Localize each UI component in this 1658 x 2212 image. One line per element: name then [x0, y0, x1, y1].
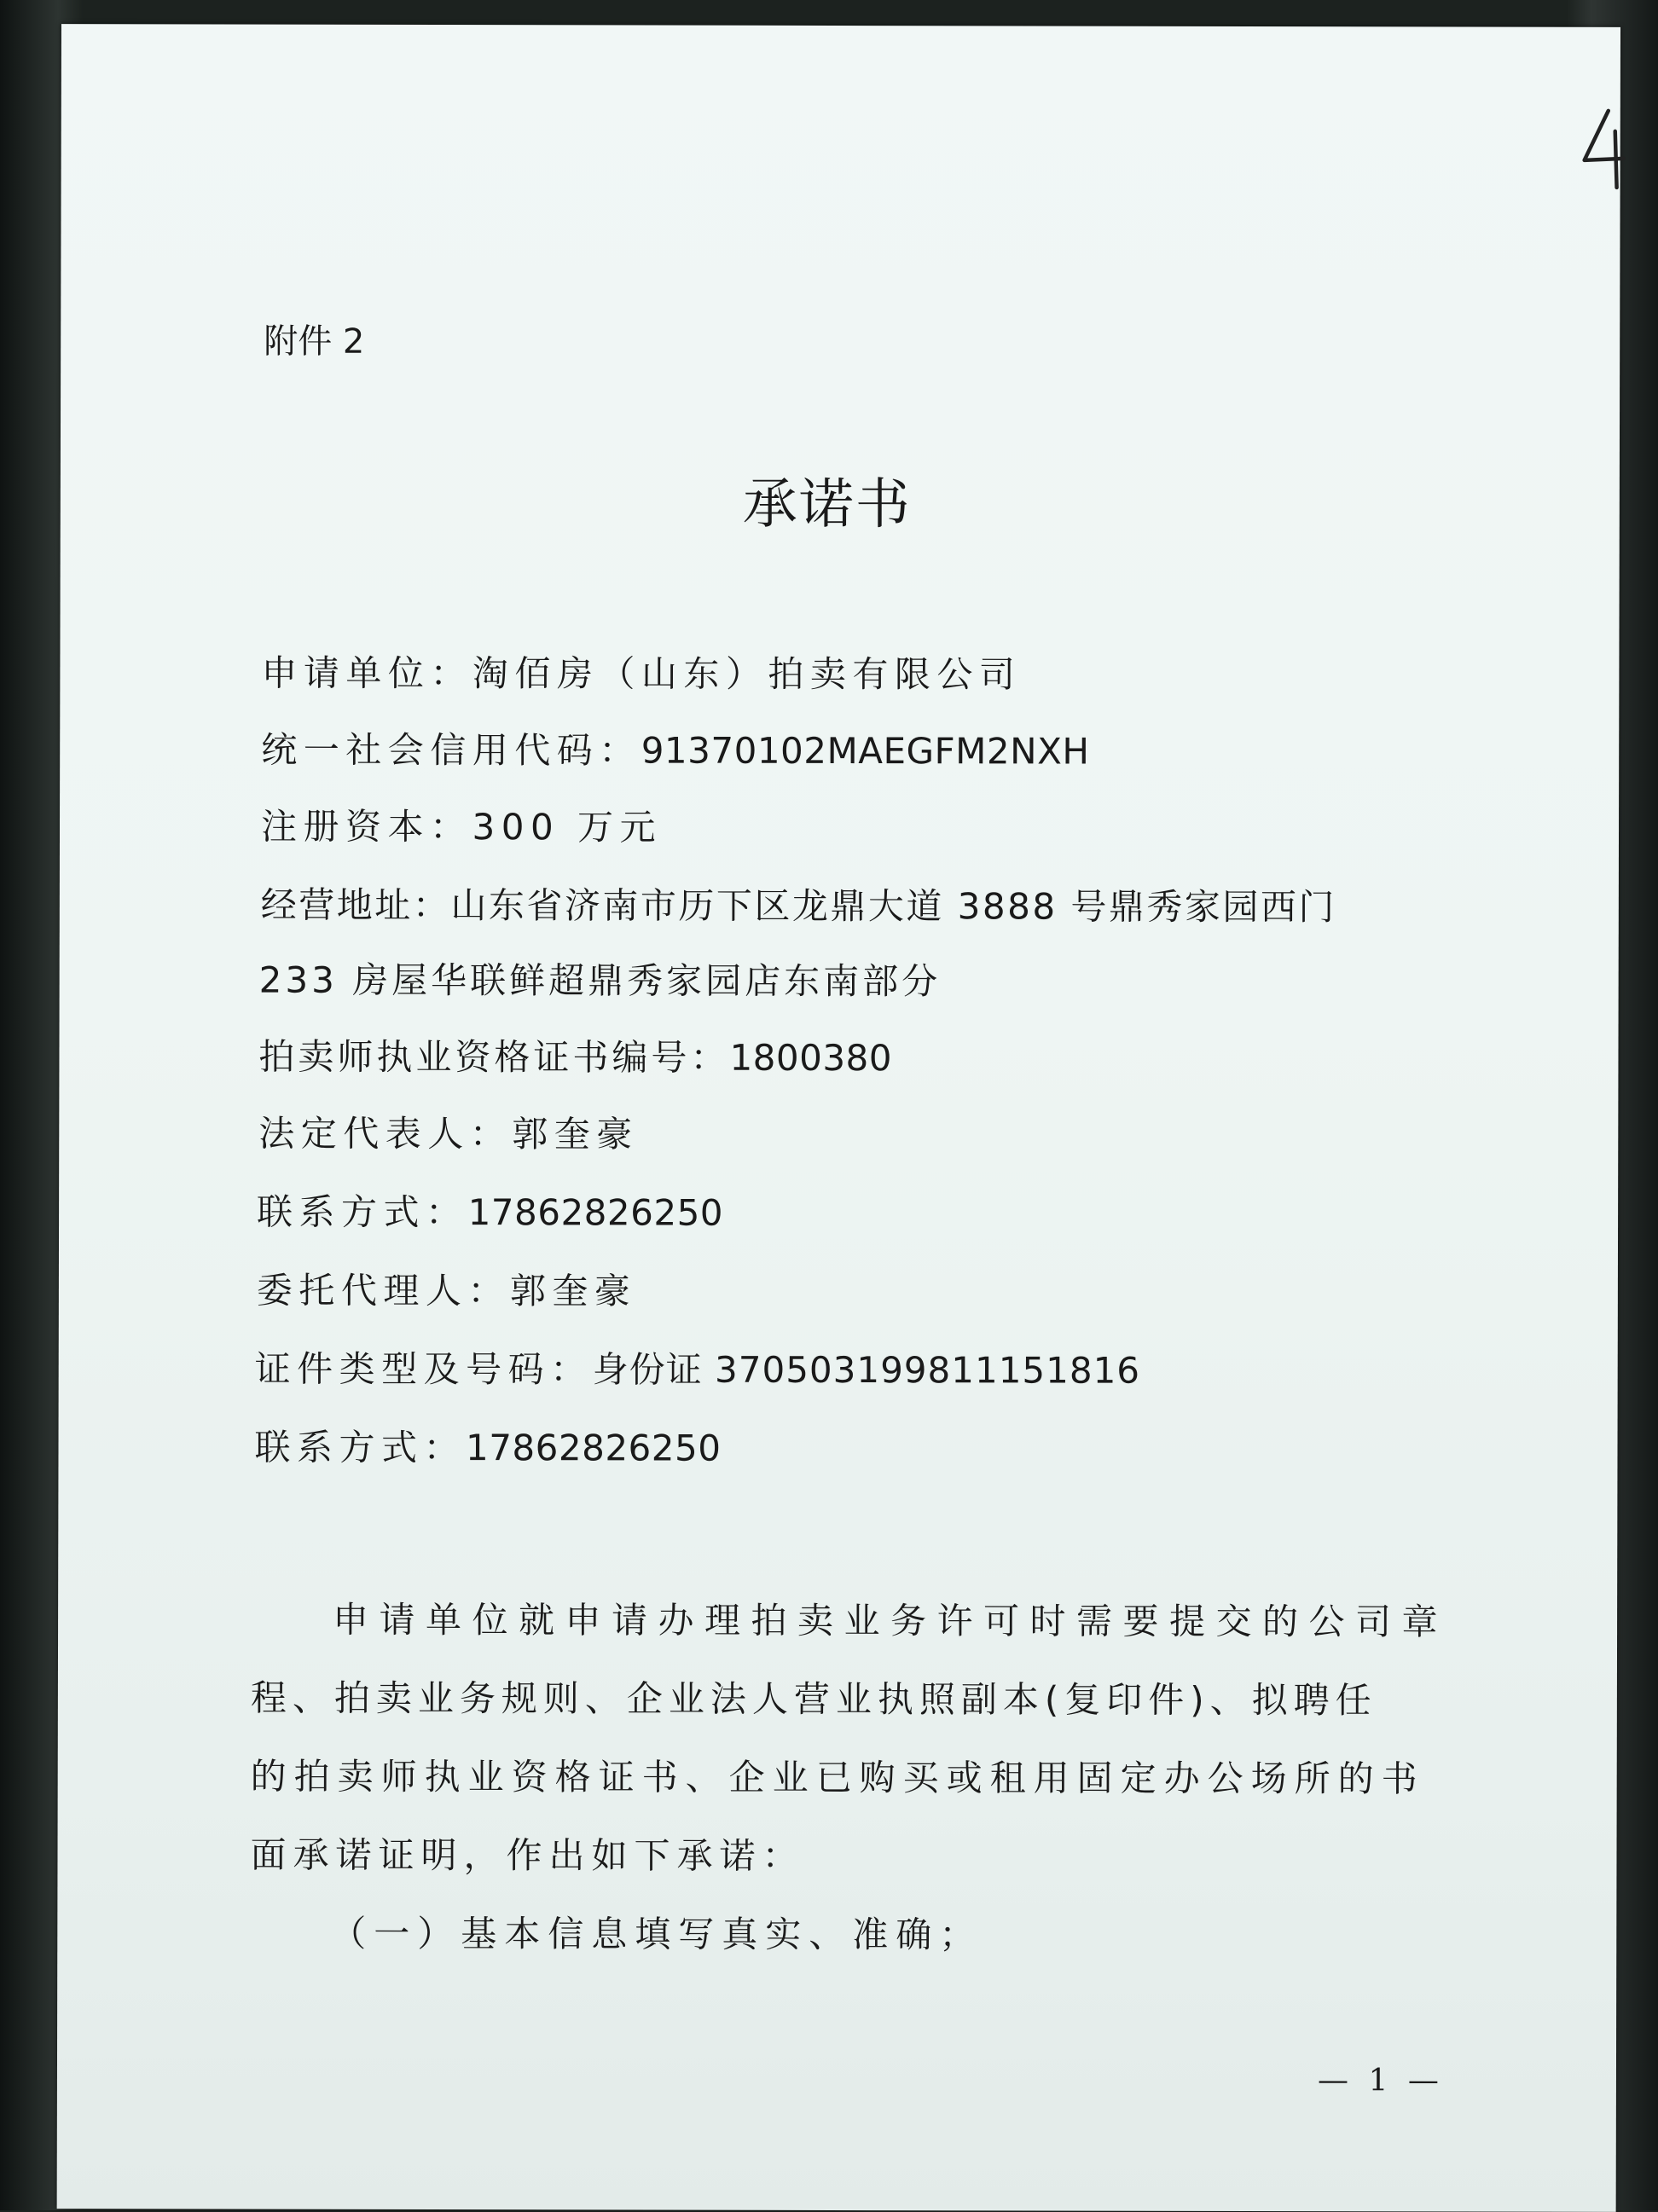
page-number: — 1 —: [1318, 2063, 1444, 2099]
field-value: 身份证 370503199811151816: [592, 1348, 1141, 1392]
field-contact-1: [257, 1190, 724, 1234]
field-value: 郭奎豪: [512, 1113, 639, 1155]
field-credit-code: [261, 728, 1090, 773]
field-label: 联系方式：: [257, 1190, 468, 1234]
field-auctioneer-cert: [258, 1035, 893, 1080]
field-label: 证件类型及号码：: [254, 1347, 593, 1391]
field-id-document: [254, 1347, 1141, 1392]
field-label: 委托代理人：: [256, 1269, 510, 1312]
field-value: 淘佰房（山东）拍卖有限公司: [472, 652, 1022, 696]
field-contact-2: [254, 1426, 722, 1469]
field-label: 拍卖师执业资格证书编号：: [258, 1035, 730, 1079]
field-business-address: [260, 883, 1336, 929]
paragraph-line: 的拍卖师执业资格证书、企业已购买或租用固定办公场所的书: [250, 1755, 1425, 1800]
field-value: 17862826250: [465, 1427, 722, 1469]
field-value: 233 房屋华联鲜超鼎秀家园店东南部分: [258, 958, 942, 1003]
document-title: 承诺书: [742, 472, 912, 537]
field-label: 经营地址：: [260, 883, 451, 927]
field-label: 注册资本：: [260, 805, 472, 848]
field-value: 山东省济南市历下区龙鼎大道 3888 号鼎秀家园西门: [450, 884, 1336, 929]
field-label: 统一社会信用代码：: [261, 728, 641, 772]
document-page: [57, 24, 1620, 2212]
paragraph-line: 程、拍卖业务规则、企业法人营业执照副本(复印件)、拟聘任: [250, 1676, 1377, 1722]
field-label: 法定代表人：: [258, 1112, 513, 1155]
commitment-item: （一）基本信息填写真实、准确；: [330, 1912, 983, 1956]
field-value: 郭奎豪: [509, 1270, 637, 1312]
field-value: 300 万元: [472, 806, 663, 848]
paragraph-line: 申请单位就申请办理拍卖业务许可时需要提交的公司章: [333, 1598, 1449, 1643]
field-business-address-cont: [258, 958, 942, 1003]
attachment-label: 附件 2: [264, 321, 365, 362]
field-label: 联系方式：: [254, 1426, 467, 1469]
handwritten-page-mark: [1580, 106, 1631, 191]
field-value: 17862826250: [467, 1191, 724, 1234]
field-value: 1800380: [729, 1036, 893, 1080]
paragraph-line: 面承诺证明，作出如下承诺：: [250, 1833, 805, 1877]
field-agent: [256, 1269, 637, 1312]
field-label: 申请单位：: [261, 651, 472, 695]
field-value: 91370102MAEGFM2NXH: [641, 729, 1090, 773]
handwritten-4-icon: [1580, 106, 1631, 191]
field-applicant: [261, 651, 1022, 696]
field-legal-rep: [258, 1112, 639, 1155]
field-registered-capital: [260, 805, 663, 848]
